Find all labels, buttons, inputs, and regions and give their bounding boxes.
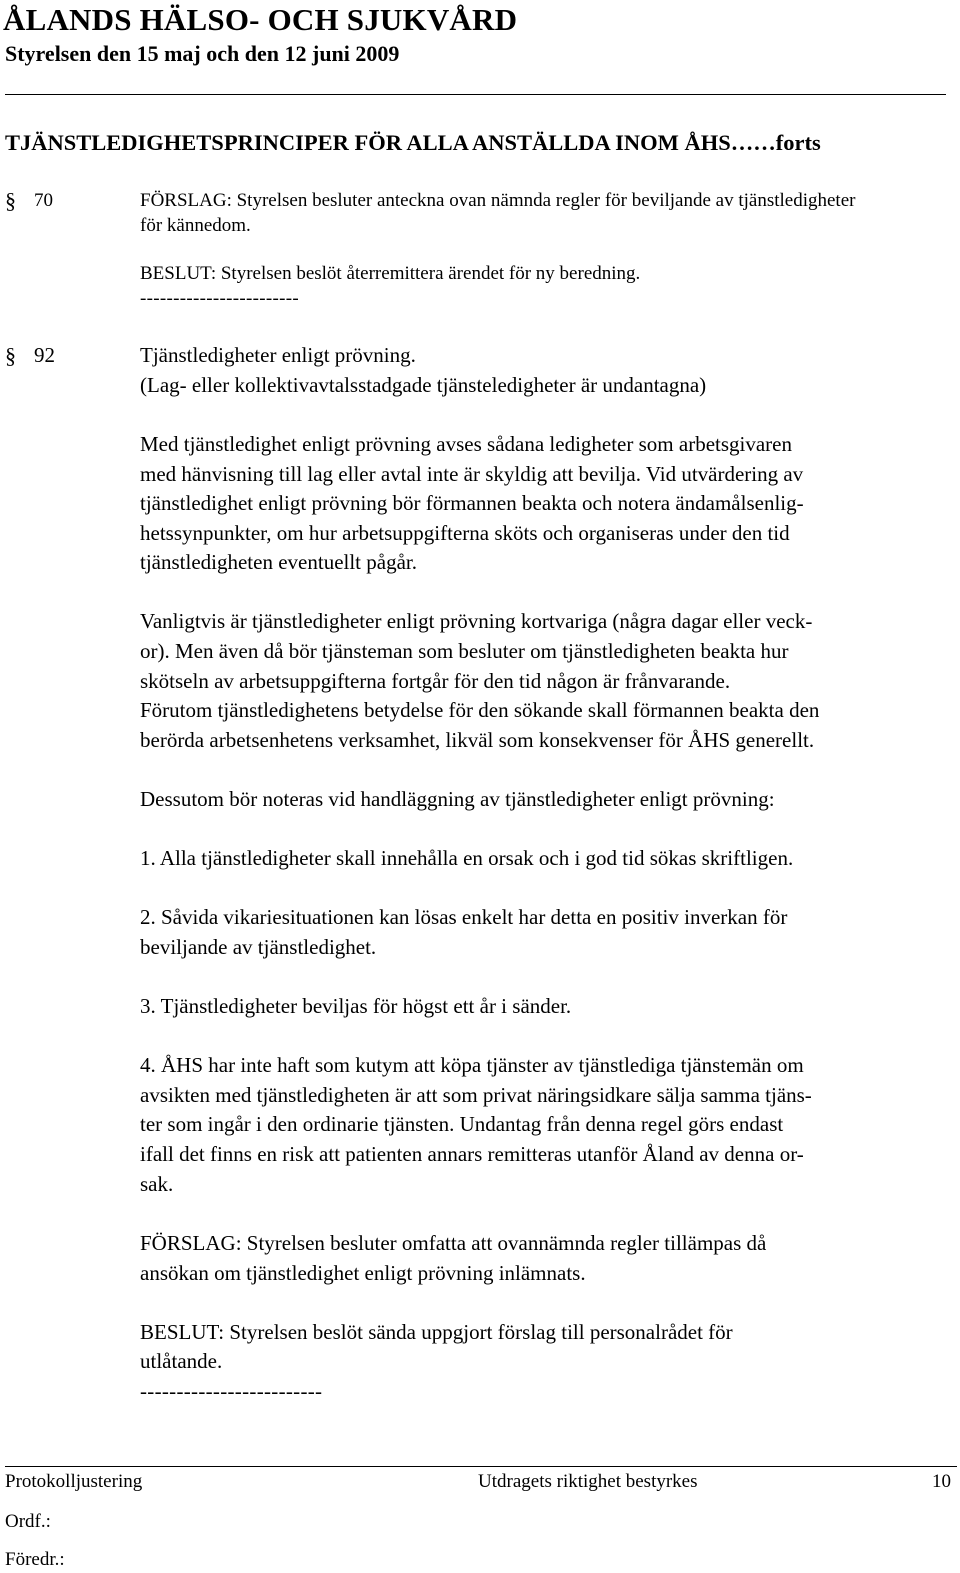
footer-chair-label: Ordf.: <box>5 1511 51 1532</box>
item70-proposal-line2: för kännedom. <box>140 215 251 236</box>
item92-separator: ------------------------- <box>140 1379 323 1403</box>
paragraph-line: or). Men även då bör tjänsteman som besluter om tjänstledigheten beakta hur <box>140 639 789 663</box>
list-item: 1. Alla tjänstledigheter skall innehålla en orsak och i god tid sökas skriftligen. <box>140 846 794 870</box>
footer-presenter-label: Föredr.: <box>5 1549 65 1570</box>
list-item: ifall det finns en risk att patienten annars remitteras utanför Åland av denna or- <box>140 1142 804 1166</box>
item70-decision: BESLUT: Styrelsen beslöt återremittera ärendet för ny beredning. <box>140 263 641 284</box>
paragraph-line: Dessutom bör noteras vid handläggning av tjänstledigheter enligt prövning: <box>140 787 775 811</box>
item70-proposal-line1: FÖRSLAG: Styrelsen besluter anteckna ovan nämnda regler för beviljande av tjänstledigheter <box>140 190 856 211</box>
item-number-70: 70 <box>34 190 53 211</box>
organization-title: ÅLANDS HÄLSO- OCH SJUKVÅRD <box>3 2 518 37</box>
paragraph-line: tjänstledigheten eventuellt pågår. <box>140 550 417 574</box>
footer-certification: Utdragets riktighet bestyrkes <box>478 1471 698 1492</box>
item92-subheading: (Lag- eller kollektivavtalsstadgade tjänsteledigheter är undantagna) <box>140 373 707 397</box>
header-rule <box>5 94 946 95</box>
meeting-dates: Styrelsen den 15 maj och den 12 juni 2009 <box>5 41 400 66</box>
section-symbol-70: § <box>5 188 16 213</box>
paragraph-line: skötseln av arbetsuppgifterna fortgår för den tid någon är frånvarande. <box>140 669 731 693</box>
paragraph-line: berörda arbetsenhetens verksamhet, likväl som konsekvenser för ÅHS generellt. <box>140 728 815 752</box>
page-number: 10 <box>932 1471 951 1492</box>
section-symbol-92: § <box>5 343 16 368</box>
item92-proposal-line: FÖRSLAG: Styrelsen besluter omfatta att ovannämnda regler tillämpas då <box>140 1231 767 1255</box>
footer-protocol-check: Protokolljustering <box>5 1471 143 1492</box>
paragraph-line: tjänstledighet enligt prövning bör förmannen beakta och notera ändamålsenlig- <box>140 491 804 515</box>
section-title: TJÄNSTLEDIGHETSPRINCIPER FÖR ALLA ANSTÄLLDA INOM ÅHS……forts <box>5 130 821 155</box>
item92-decision-line: utlåtande. <box>140 1349 223 1373</box>
item92-heading: Tjänstledigheter enligt prövning. <box>140 343 416 367</box>
list-item: sak. <box>140 1172 174 1196</box>
list-item: 3. Tjänstledigheter beviljas för högst ett år i sänder. <box>140 994 572 1018</box>
list-item: ter som ingår i den ordinarie tjänsten. Undantag från denna regel görs endast <box>140 1112 784 1136</box>
list-item: avsikten med tjänstledigheten är att som privat näringsidkare sälja samma tjäns- <box>140 1083 812 1107</box>
list-item: beviljande av tjänstledighet. <box>140 935 377 959</box>
paragraph-line: med hänvisning till lag eller avtal inte är skyldig att bevilja. Vid utvärdering av <box>140 462 804 486</box>
paragraph-line: Förutom tjänstledighetens betydelse för den sökande skall förmannen beakta den <box>140 698 820 722</box>
list-item: 4. ÅHS har inte haft som kutym att köpa tjänster av tjänstlediga tjänstemän om <box>140 1053 804 1077</box>
item70-separator: ------------------------ <box>140 288 300 309</box>
paragraph-line: hetssynpunkter, om hur arbetsuppgifterna sköts och organiseras under den tid <box>140 521 790 545</box>
footer-rule <box>5 1466 957 1467</box>
paragraph-line: Med tjänstledighet enligt prövning avses sådana ledigheter som arbetsgivaren <box>140 432 792 456</box>
item-number-92: 92 <box>34 343 55 367</box>
item92-decision-line: BESLUT: Styrelsen beslöt sända uppgjort förslag till personalrådet för <box>140 1320 733 1344</box>
item92-proposal-line: ansökan om tjänstledighet enligt prövning inlämnats. <box>140 1261 586 1285</box>
list-item: 2. Såvida vikariesituationen kan lösas enkelt har detta en positiv inverkan för <box>140 905 788 929</box>
paragraph-line: Vanligtvis är tjänstledigheter enligt prövning kortvariga (några dagar eller veck- <box>140 609 813 633</box>
